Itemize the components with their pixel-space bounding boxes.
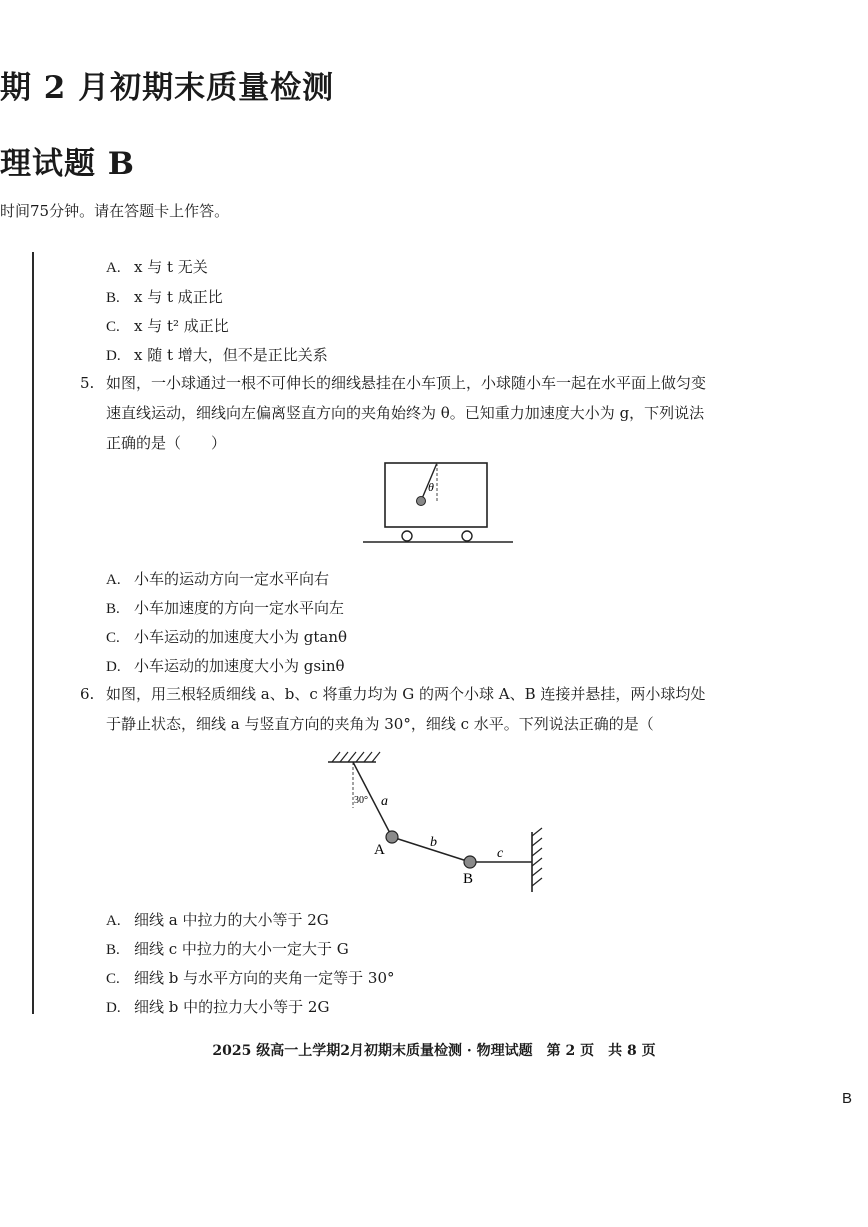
ball-a-label: A <box>374 842 385 858</box>
q5-stem-line1: 如图，一小球通过一根不可伸长的细线悬挂在小车顶上，小球随小车一起在水平面上做匀变 <box>106 374 707 392</box>
q4-option-c: C. x 与 t² 成正比 <box>106 317 229 335</box>
line-c-label: c <box>497 846 504 861</box>
line-a-label: a <box>381 794 388 809</box>
q5-option-c: C. 小车运动的加速度大小为 gtanθ <box>106 628 348 646</box>
q6-option-a: A. 细线 a 中拉力的大小等于 2G <box>106 911 329 929</box>
ball-a-icon <box>386 831 398 843</box>
exam-note: 时间75分钟。请在答题卡上作答。 <box>0 202 230 220</box>
q5-option-b: B. 小车加速度的方向一定水平向左 <box>106 599 345 617</box>
q5-stem <box>106 368 706 458</box>
q6-option-c: C. 细线 b 与水平方向的夹角一定等于 30° <box>106 969 395 987</box>
ball-b-icon <box>464 856 476 868</box>
cart-body <box>385 463 487 527</box>
ball-b-label: B <box>463 871 474 887</box>
q5-stem-line2: 速直线运动，细线向左偏离竖直方向的夹角始终为 θ。已知重力加速度大小为 g，下列说法 <box>106 404 705 422</box>
q4-option-b: B. x 与 t 成正比 <box>106 288 223 306</box>
q5-option-a: A. 小车的运动方向一定水平向右 <box>106 570 330 588</box>
q6-option-d: D. 细线 b 中的拉力大小等于 2G <box>106 998 330 1016</box>
q5-figure-cart <box>355 455 525 555</box>
q5-option-d: D. 小车运动的加速度大小为 gsinθ <box>106 657 345 675</box>
q6-stem <box>106 679 705 739</box>
theta-label: θ <box>428 480 434 494</box>
ball-icon <box>417 497 426 506</box>
ceiling-hatch <box>332 752 380 762</box>
line-b-label: b <box>430 835 437 850</box>
wheel-left-icon <box>402 531 412 541</box>
q6-number: 6. <box>80 685 95 703</box>
wall-hatch <box>532 828 542 886</box>
q4-option-d: D. x 随 t 增大，但不是正比关系 <box>106 346 328 364</box>
q6-stem-line1: 如图，用三根轻质细线 a、b、c 将重力均为 G 的两个小球 A、B 连接并悬挂，两小球均处 <box>106 685 706 703</box>
q5-number: 5. <box>80 374 95 392</box>
q4-option-a: A. x 与 t 无关 <box>106 258 208 276</box>
subject-title: 理试题 B <box>0 146 135 182</box>
angle-label: 30° <box>354 795 368 806</box>
q6-figure-balls <box>320 750 560 900</box>
q5-stem-line3: 正确的是（ ） <box>106 434 227 452</box>
page-footer: 2025 级高一上学期2月初期末质量检测 · 物理试题 第 2 页 共 8 页 <box>212 1043 656 1059</box>
wheel-right-icon <box>462 531 472 541</box>
margin-line <box>32 252 34 1014</box>
q6-stem-line2: 于静止状态，细线 a 与竖直方向的夹角为 30°，细线 c 水平。下列说法正确的是（ <box>106 715 654 733</box>
page-title: 期 2 月初期末质量检测 <box>0 70 335 106</box>
corner-mark: B <box>842 1090 853 1107</box>
q6-option-b: B. 细线 c 中拉力的大小一定大于 G <box>106 940 349 958</box>
